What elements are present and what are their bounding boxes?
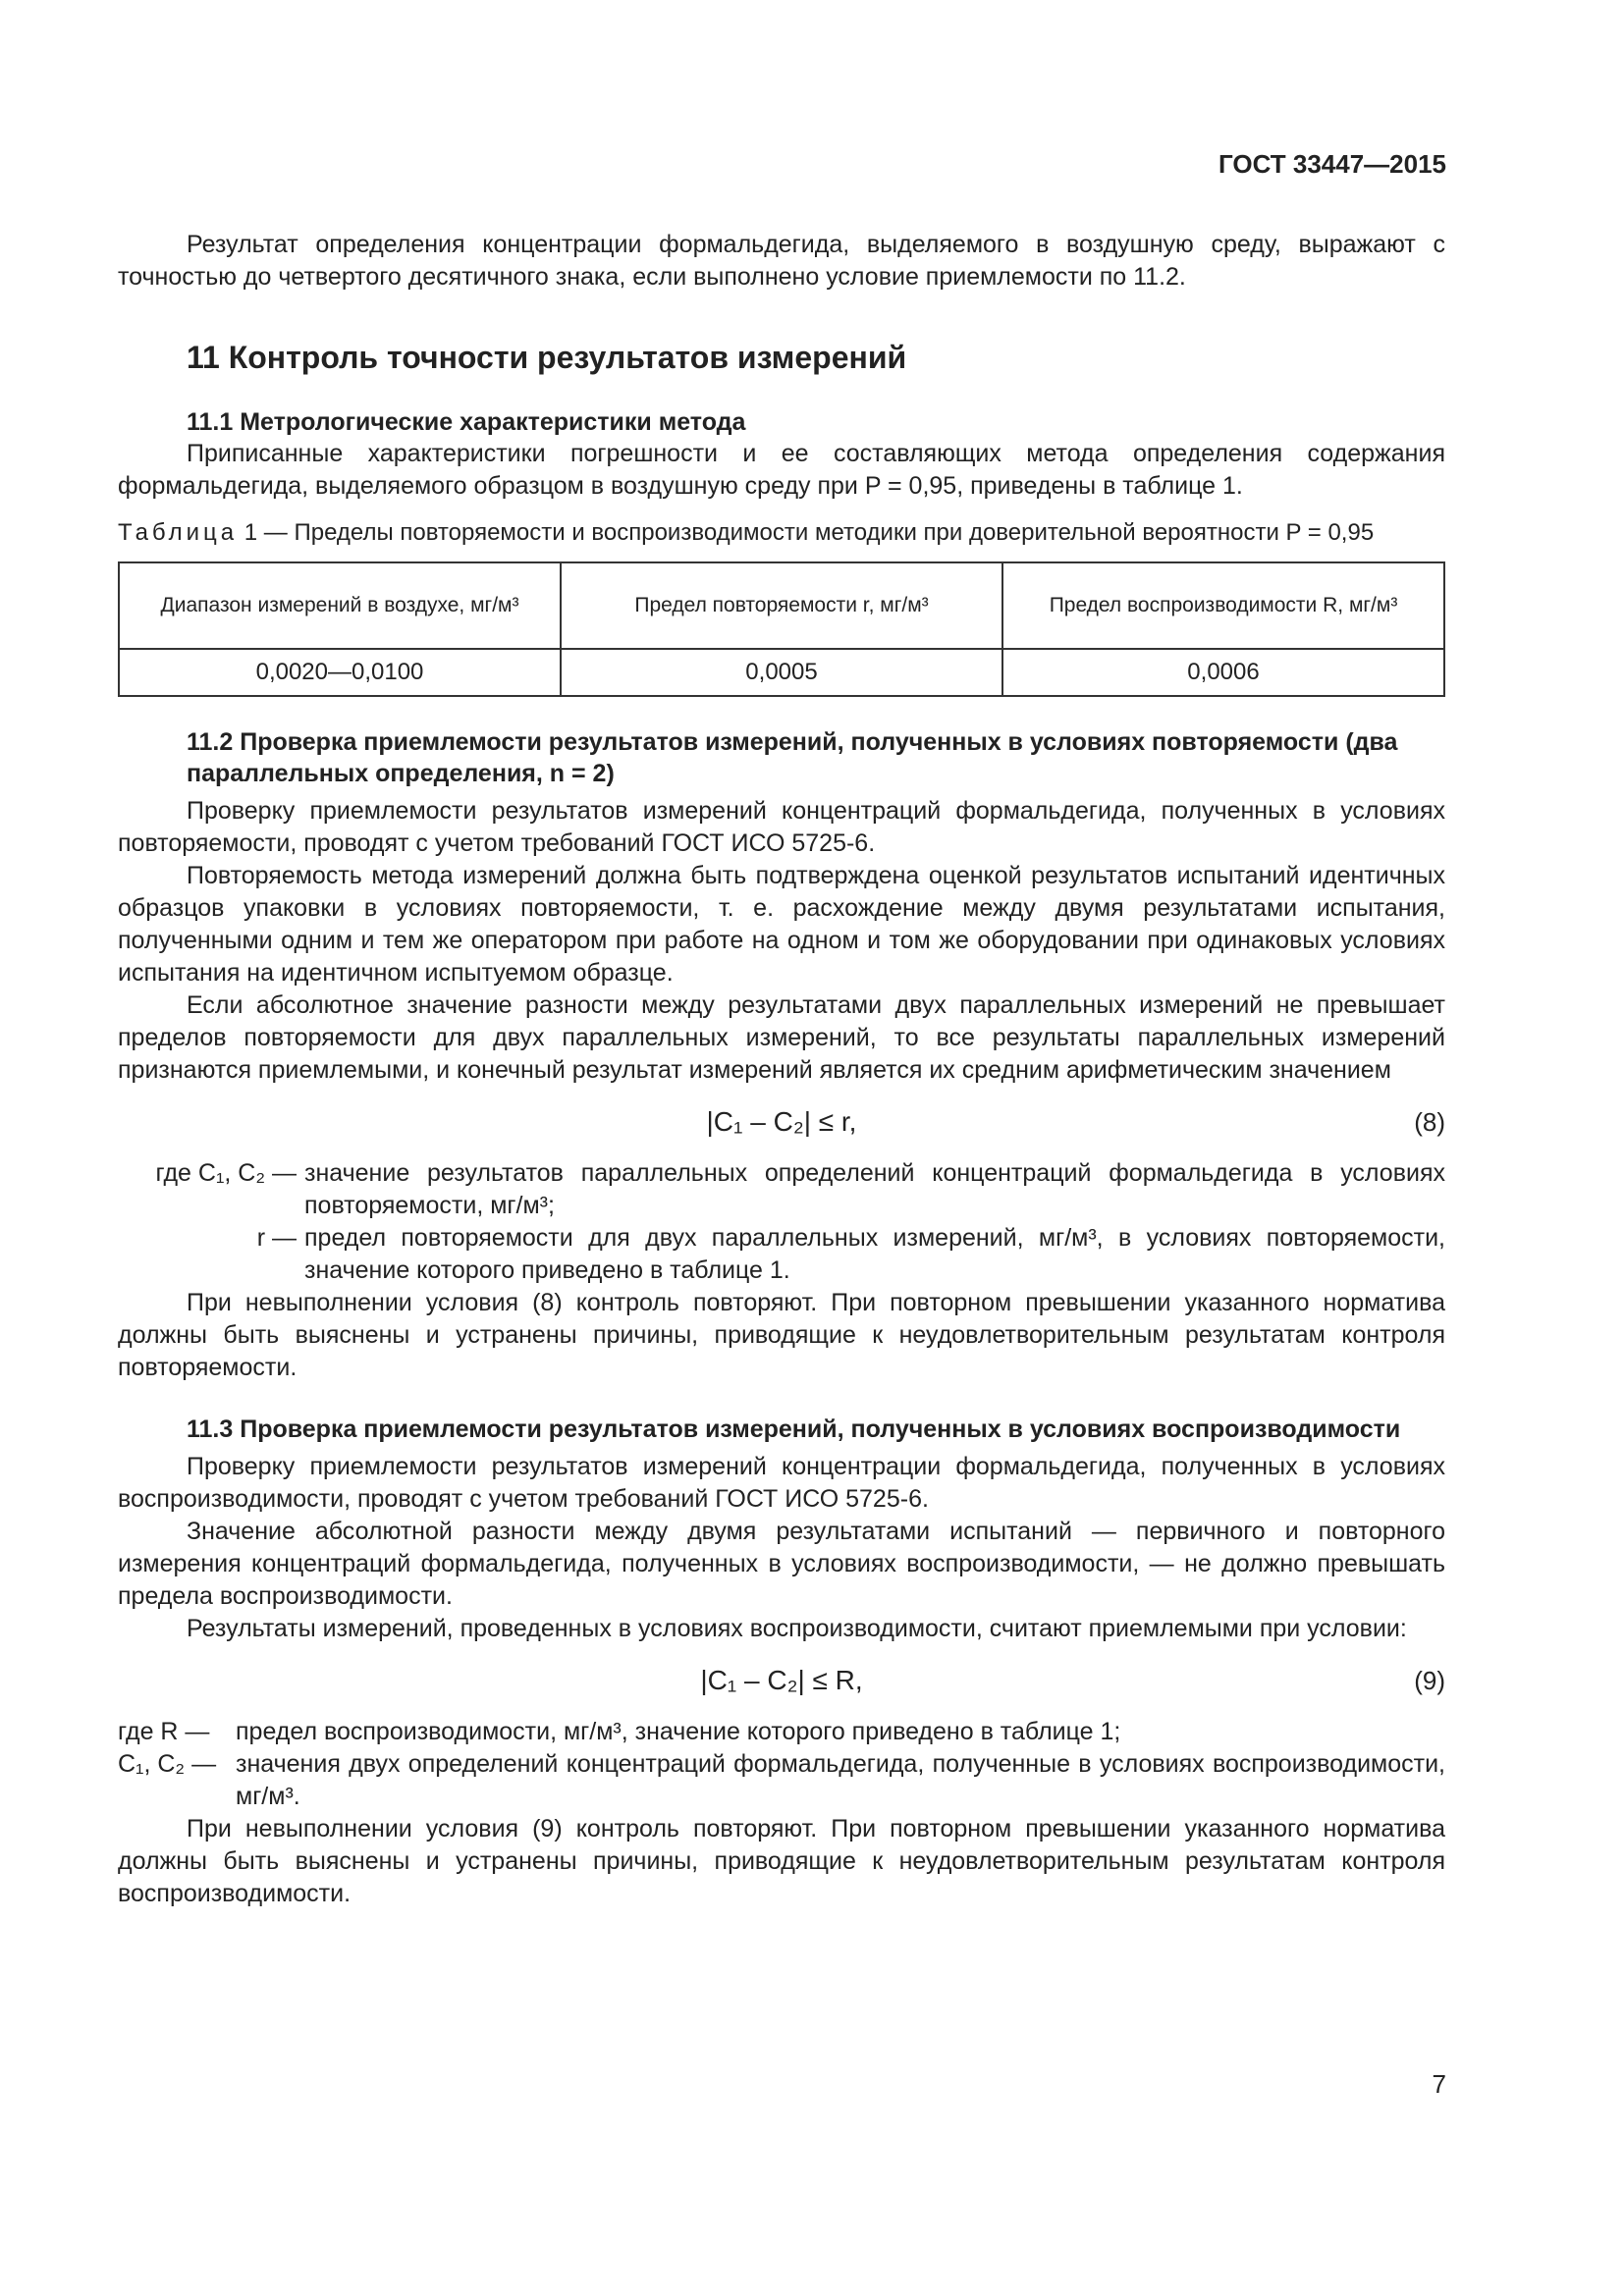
definition-text: значение результатов параллельных определений концентраций формальдегида в условиях повторяемости, мг/м³; <box>304 1159 1445 1219</box>
s11-2-paragraph-2: Повторяемость метода измерений должна быть подтверждена оценкой результатов испытаний идентичных образцов упаковки в условиях повторяемости, т. е. расхождение между двумя результатами испытания, полученными одним и тем же оператором при работе на одном и том же оборудовании при одинаковых условиях испытания на идентичном испытуемом образце. <box>118 862 1445 987</box>
table-1-caption <box>118 518 1445 548</box>
table-1 <box>118 561 1445 697</box>
col-header-repeatability: Предел повторяемости r, мг/м³ <box>561 562 1002 649</box>
formula-8 <box>118 1087 1445 1157</box>
definition-text: предел повторяемости для двух параллельных измерений, мг/м³, в условиях повторяемости, значение которого приведено в таблице 1. <box>304 1224 1445 1284</box>
formula-9-expression: |C₁ – C₂| ≤ R, <box>700 1665 863 1695</box>
formula-9 <box>118 1645 1445 1716</box>
cell-range: 0,0020—0,0100 <box>119 649 561 696</box>
section-11-title <box>187 338 1445 377</box>
subsection-11-2-title: 11.2 Проверка приемлемости результатов измерений, полученных в условиях повторяемости (два параллельных определения, n = 2) <box>187 728 1398 787</box>
subsection-11-1-title: 11.1 Метрологические характеристики метода <box>187 408 746 436</box>
s11-3-paragraph-4: При невыполнении условия (9) контроль повторяют. При повторном превышении указанного норматива должны быть выяснены и устранены причины, приводящие к неудовлетворительным результатам контроля воспроизводимости. <box>118 1815 1445 1907</box>
formula-9-number: (9) <box>1414 1666 1445 1695</box>
formula-9-definitions <box>118 1716 1445 1813</box>
s11-3-paragraph-3: Результаты измерений, проведенных в условиях воспроизводимости, считают приемлемыми при условии: <box>187 1615 1407 1642</box>
table-header-row <box>119 562 1444 649</box>
formula-8-expression: |C₁ – C₂| ≤ r, <box>706 1106 857 1137</box>
page-content <box>118 229 1445 1910</box>
subsection-11-3-title: 11.3 Проверка приемлемости результатов измерений, полученных в условиях воспроизводимости <box>187 1415 1401 1443</box>
s11-2-paragraph-4: При невыполнении условия (8) контроль повторяют. При повторном превышении указанного норматива должны быть выяснены и устранены причины, приводящие к неудовлетворительным результатам контроля повторяемости. <box>118 1289 1445 1381</box>
s11-3-paragraph-1: Проверку приемлемости результатов измерений концентрации формальдегида, полученных в условиях воспроизводимости, проводят с учетом требований ГОСТ ИСО 5725-6. <box>118 1453 1445 1513</box>
table-row <box>119 649 1444 696</box>
section-number: 11 <box>187 340 220 375</box>
formula-8-definitions <box>118 1157 1445 1287</box>
cell-repeatability: 0,0005 <box>561 649 1002 696</box>
definition-item <box>118 1157 1445 1222</box>
col-header-reproducibility: Предел воспроизводимости R, мг/м³ <box>1002 562 1444 649</box>
cell-reproducibility: 0,0006 <box>1002 649 1444 696</box>
definition-item <box>118 1222 1445 1287</box>
page-number: 7 <box>1432 2069 1446 2099</box>
col-header-range: Диапазон измерений в воздухе, мг/м³ <box>119 562 561 649</box>
table-caption-text: 1 — Пределы повторяемости и воспроизводимости методики при доверительной вероятности P = 0,95 <box>244 519 1375 546</box>
s11-2-paragraph-1: Проверку приемлемости результатов измерений концентраций формальдегида, полученных в условиях повторяемости, проводят с учетом требований ГОСТ ИСО 5725-6. <box>118 797 1445 857</box>
formula-8-number: (8) <box>1414 1107 1445 1137</box>
subsection-11-1-paragraph: Приписанные характеристики погрешности и ее составляющих метода определения содержания формальдегида, выделяемого образцом в воздушную среду при P = 0,95, приведены в таблице 1. <box>118 440 1445 500</box>
intro-paragraph: Результат определения концентрации формальдегида, выделяемого в воздушную среду, выражают с точностью до четвертого десятичного знака, если выполнено условие приемлемости по 11.2. <box>118 231 1445 291</box>
s11-3-paragraph-2: Значение абсолютной разности между двумя результатами испытаний — первичного и повторного измерения концентраций формальдегида, полученных в условиях воспроизводимости, — не должно превышать предела воспроизводимости. <box>118 1518 1445 1610</box>
section-title: Контроль точности результатов измерений <box>228 340 907 375</box>
definition-item <box>118 1716 1445 1748</box>
definition-text: предел воспроизводимости, мг/м³, значение которого приведено в таблице 1; <box>236 1718 1121 1745</box>
definition-label: r — <box>256 1224 297 1252</box>
definition-label: где C₁, C₂ — <box>155 1159 297 1187</box>
definition-label: C₁, C₂ — <box>118 1750 217 1778</box>
table-label: Таблица <box>118 519 239 546</box>
definition-label: где R — <box>118 1718 210 1745</box>
s11-2-paragraph-3: Если абсолютное значение разности между результатами двух параллельных измерений не превышает пределов повторяемости для двух параллельных измерений, то все результаты параллельных измерений признаются приемлемыми, и конечный результат измерений является их средним арифметическим значением <box>118 991 1445 1084</box>
definition-item <box>118 1748 1445 1813</box>
definition-text: значения двух определений концентраций формальдегида, полученные в условиях воспроизводимости, мг/м³. <box>236 1750 1445 1810</box>
document-header: ГОСТ 33447—2015 <box>1218 149 1446 179</box>
